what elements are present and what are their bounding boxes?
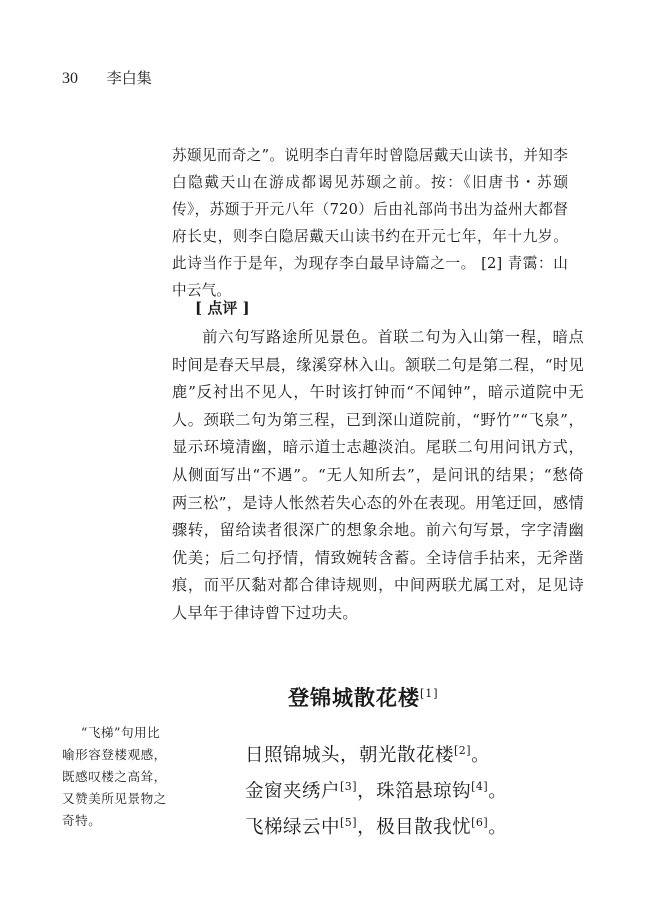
- poem-title-note: [1]: [420, 687, 439, 700]
- poem-body: [245, 738, 507, 846]
- page-number: 30: [62, 70, 78, 87]
- commentary-heading: [ 点评 ]: [195, 299, 250, 317]
- footnote-ref: [5]: [340, 815, 358, 829]
- poem-line-end: 。: [488, 781, 508, 802]
- poem-line: [245, 738, 507, 774]
- poem-line: [245, 774, 507, 810]
- poem-line-end: 。: [488, 817, 508, 838]
- footnote-ref: [6]: [471, 815, 489, 829]
- poem-line-end: 。: [471, 745, 491, 766]
- poem-title: [288, 684, 439, 712]
- annotation-notes: 苏颋见而奇之”。说明李白青年时曾隐居戴天山读书，并知李白隐戴天山在游成都谒见苏颋之前。按：《旧唐书・苏颋传》，苏颋于开元八年（720）后由礼部尚书出为益州大都督府长史，则李白隐居戴天山读书约在开元七年，年十九岁。此诗当作于是年，为现存李白最早诗篇之一。 [2] 青霭：山中云气。: [172, 147, 568, 299]
- poem-title-text: 登锦城散花楼: [288, 685, 420, 710]
- running-header: [62, 68, 152, 89]
- poem-line-text: 飞梯绿云中: [245, 817, 341, 838]
- poem-line-text: ，珠箔悬琼钩: [357, 781, 472, 802]
- side-note: “飞梯”句用比喻形容登楼观感，既感叹楼之高耸，又赞美所见景物之奇特。: [62, 725, 167, 828]
- poem-line: [245, 810, 507, 846]
- poem-line-text: 日照锦城头，朝光散花楼: [245, 745, 455, 766]
- book-title: 李白集: [106, 69, 152, 87]
- footnote-ref: [4]: [471, 779, 489, 793]
- poem-line-text: 金窗夹绣户: [245, 781, 341, 802]
- footnote-ref: [2]: [454, 743, 472, 757]
- footnote-ref: [3]: [340, 779, 358, 793]
- poem-line-text: ，极目散我忧: [357, 817, 472, 838]
- commentary-text: 前六句写路途所见景色。首联二句为入山第一程，暗点时间是春天早晨，缘溪穿林入山。颔联二句是第二程，“时见鹿”反衬出不见人，午时该打钟而“不闻钟”，暗示道院中无人。颈联二句为第三程，已到深山道院前，“野竹”“飞泉”，显示环境清幽，暗示道士志趣淡泊。尾联二句用问讯方式，从侧面写出“不遇”。“无人知所去”，是问讯的结果；“愁倚两三松”，是诗人怅然若失心态的外在表现。用笔迂回，感情骤转，留给读者很深广的想象余地。前六句写景，字字清幽优美；后二句抒情，情致婉转含蓄。全诗信手拈来，无斧凿痕，而平仄黏对都合律诗规则，中间两联尤属工对，足见诗人早年于律诗曾下过功夫。: [172, 328, 584, 622]
